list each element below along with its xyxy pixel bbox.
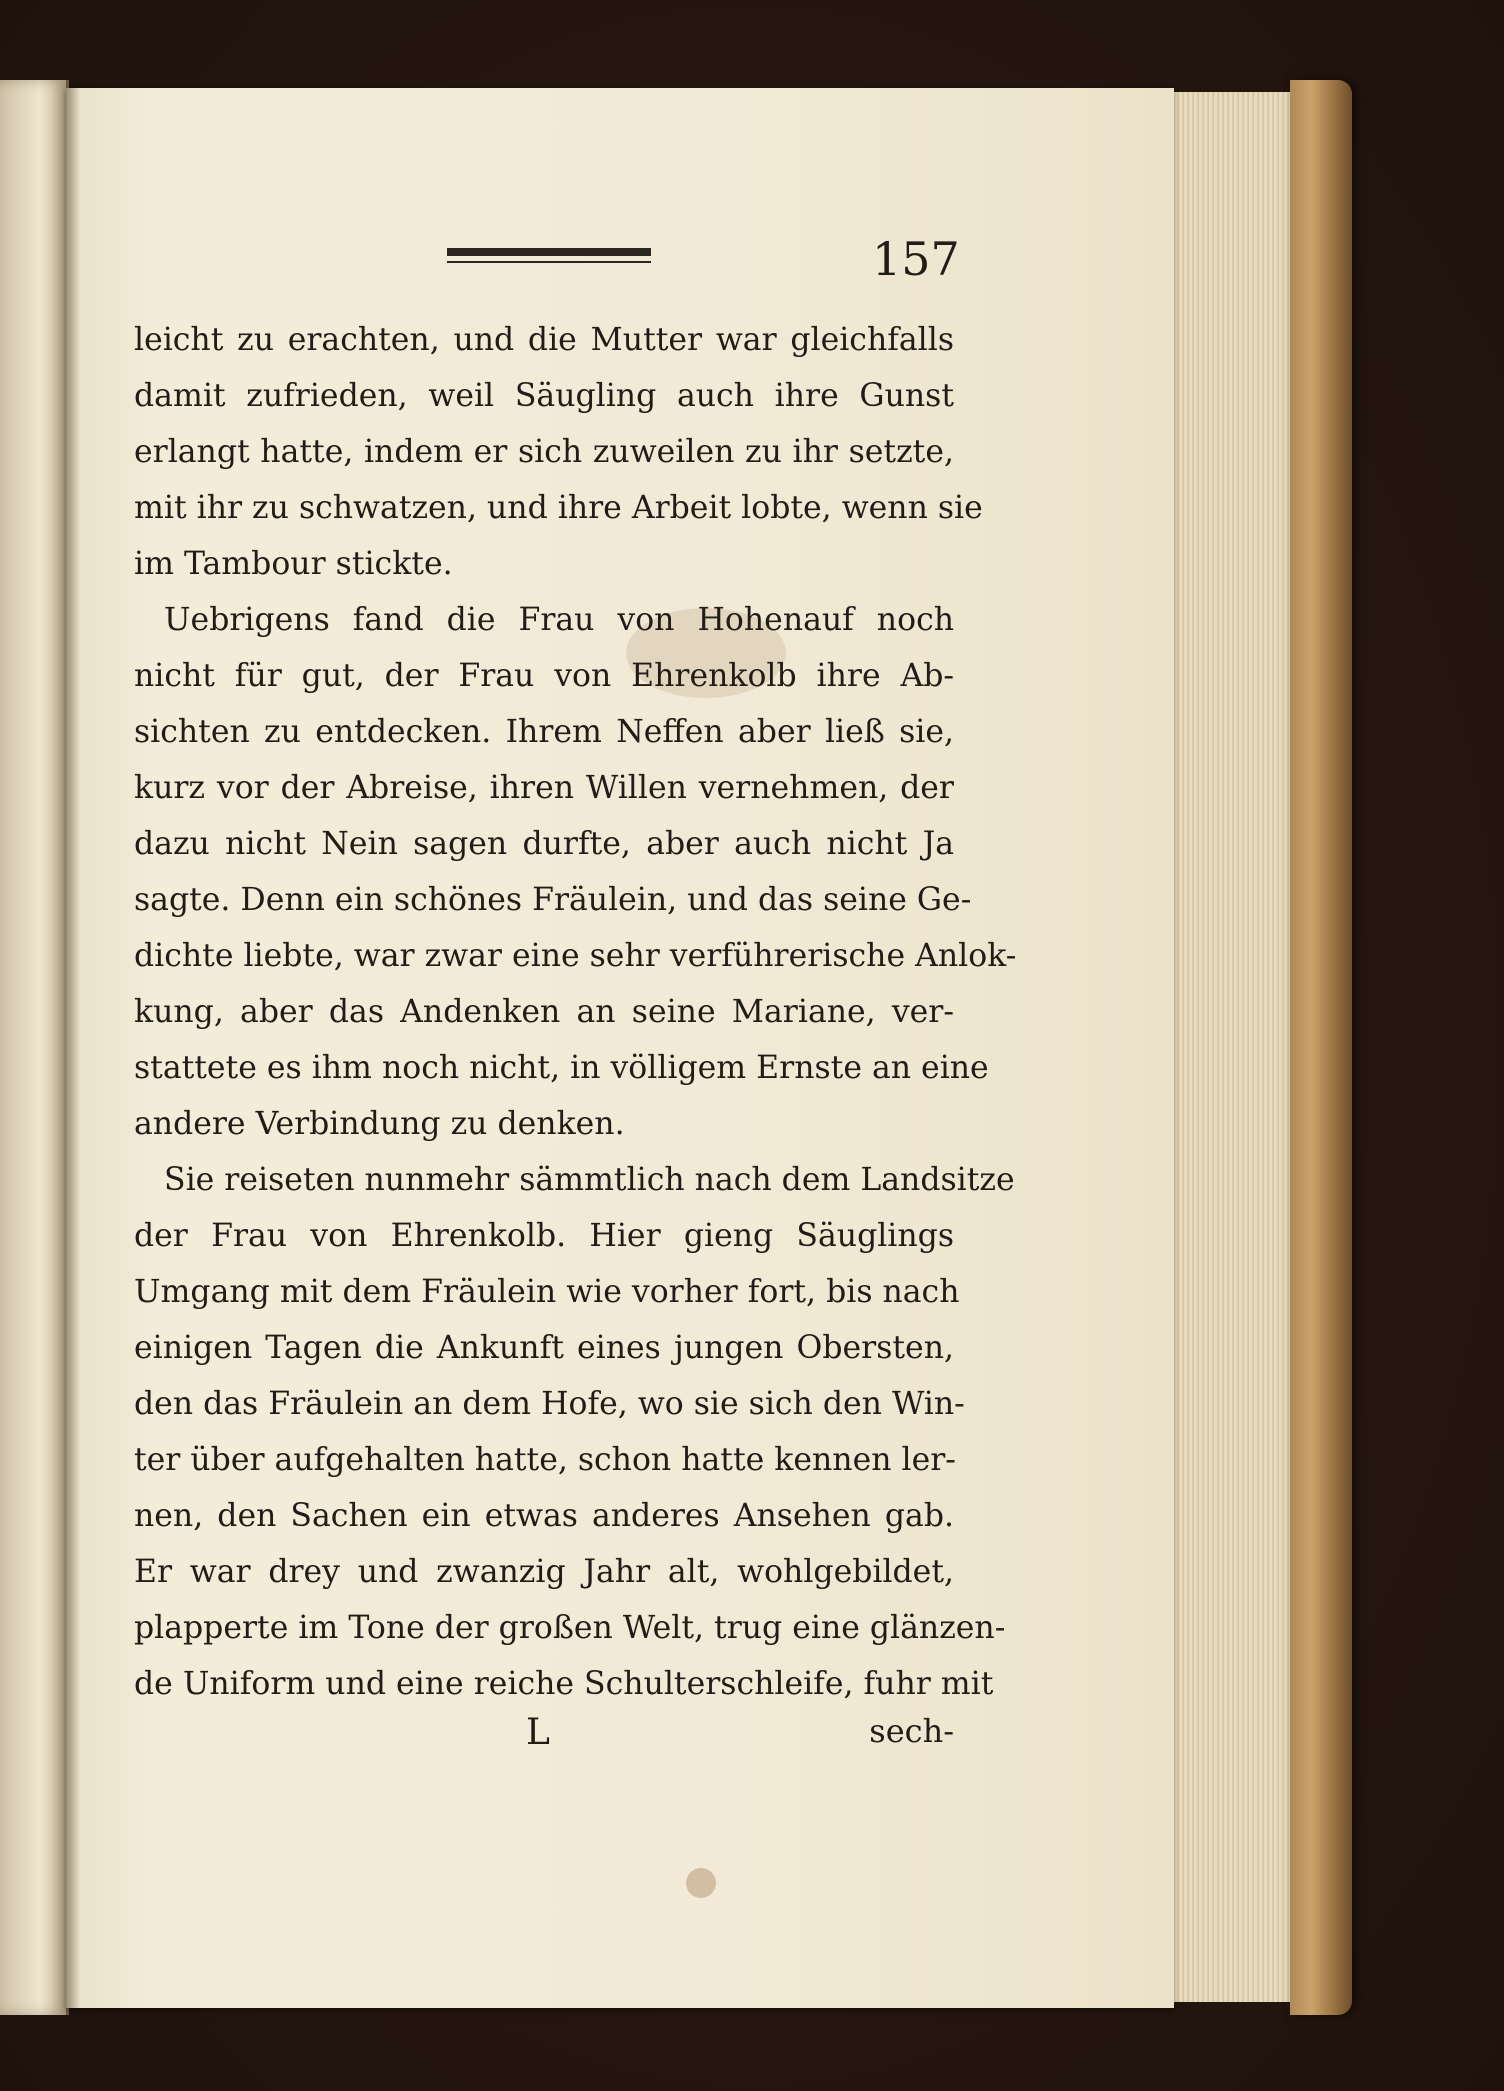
text-line: kung, aber das Andenken an seine Mariane, ver- [134,994,954,1030]
text-line: den das Fräulein an dem Hofe, wo sie sich den Win- [134,1386,965,1422]
text-line: de Uniform und eine reiche Schulterschleife, fuhr mit [134,1666,994,1702]
left-page-edge [0,80,69,2015]
text-line: nen, den Sachen ein etwas anderes Ansehen gab. [134,1498,954,1534]
text-line: dazu nicht Nein sagen durfte, aber auch nicht Ja [134,826,954,862]
header-rule-thick [447,248,651,256]
page-stack [1160,92,1300,2002]
text-line: Uebrigens fand die Frau von Hohenauf noch [164,602,954,638]
text-line: im Tambour stickte. [134,546,453,582]
text-line: dichte liebte, war zwar eine sehr verführerische Anlok- [134,938,1017,974]
text-line: leicht zu erachten, und die Mutter war gleichfalls [134,322,954,358]
text-line: erlangt hatte, indem er sich zuweilen zu ihr setzte, [134,434,954,470]
text-line: der Frau von Ehrenkolb. Hier gieng Säuglings [134,1218,954,1254]
text-line: andere Verbindung zu denken. [134,1106,625,1142]
signature-mark: L [526,1712,550,1753]
text-line: ter über aufgehalten hatte, schon hatte kennen ler- [134,1442,956,1478]
catchword: sech- [869,1712,954,1750]
text-line: damit zufrieden, weil Säugling auch ihre Gunst [134,378,954,414]
text-line: stattete es ihm noch nicht, in völligem Ernste an eine [134,1050,989,1086]
page-number: 157 [872,232,960,286]
spine-shadow [66,88,80,2008]
text-line: sagte. Denn ein schönes Fräulein, und das seine Ge- [134,882,972,918]
text-line: nicht für gut, der Frau von Ehrenkolb ihre Ab- [134,658,954,694]
text-line: sichten zu entdecken. Ihrem Neffen aber ließ sie, [134,714,954,750]
header-rule [447,248,651,266]
paper-stain [686,1868,716,1898]
text-line: kurz vor der Abreise, ihren Willen vernehmen, der [134,770,954,806]
text-line: Umgang mit dem Fräulein wie vorher fort, bis nach [134,1274,960,1310]
book-cover [1290,80,1352,2015]
text-line: Er war drey und zwanzig Jahr alt, wohlgebildet, [134,1554,954,1590]
text-line: einigen Tagen die Ankunft eines jungen Obersten, [134,1330,954,1366]
text-line: plapperte im Tone der großen Welt, trug eine glänzen- [134,1610,1006,1646]
text-line: Sie reiseten nunmehr sämmtlich nach dem Landsitze [164,1162,1015,1198]
text-line: mit ihr zu schwatzen, und ihre Arbeit lobte, wenn sie [134,490,983,526]
header-rule-thin [447,261,651,263]
